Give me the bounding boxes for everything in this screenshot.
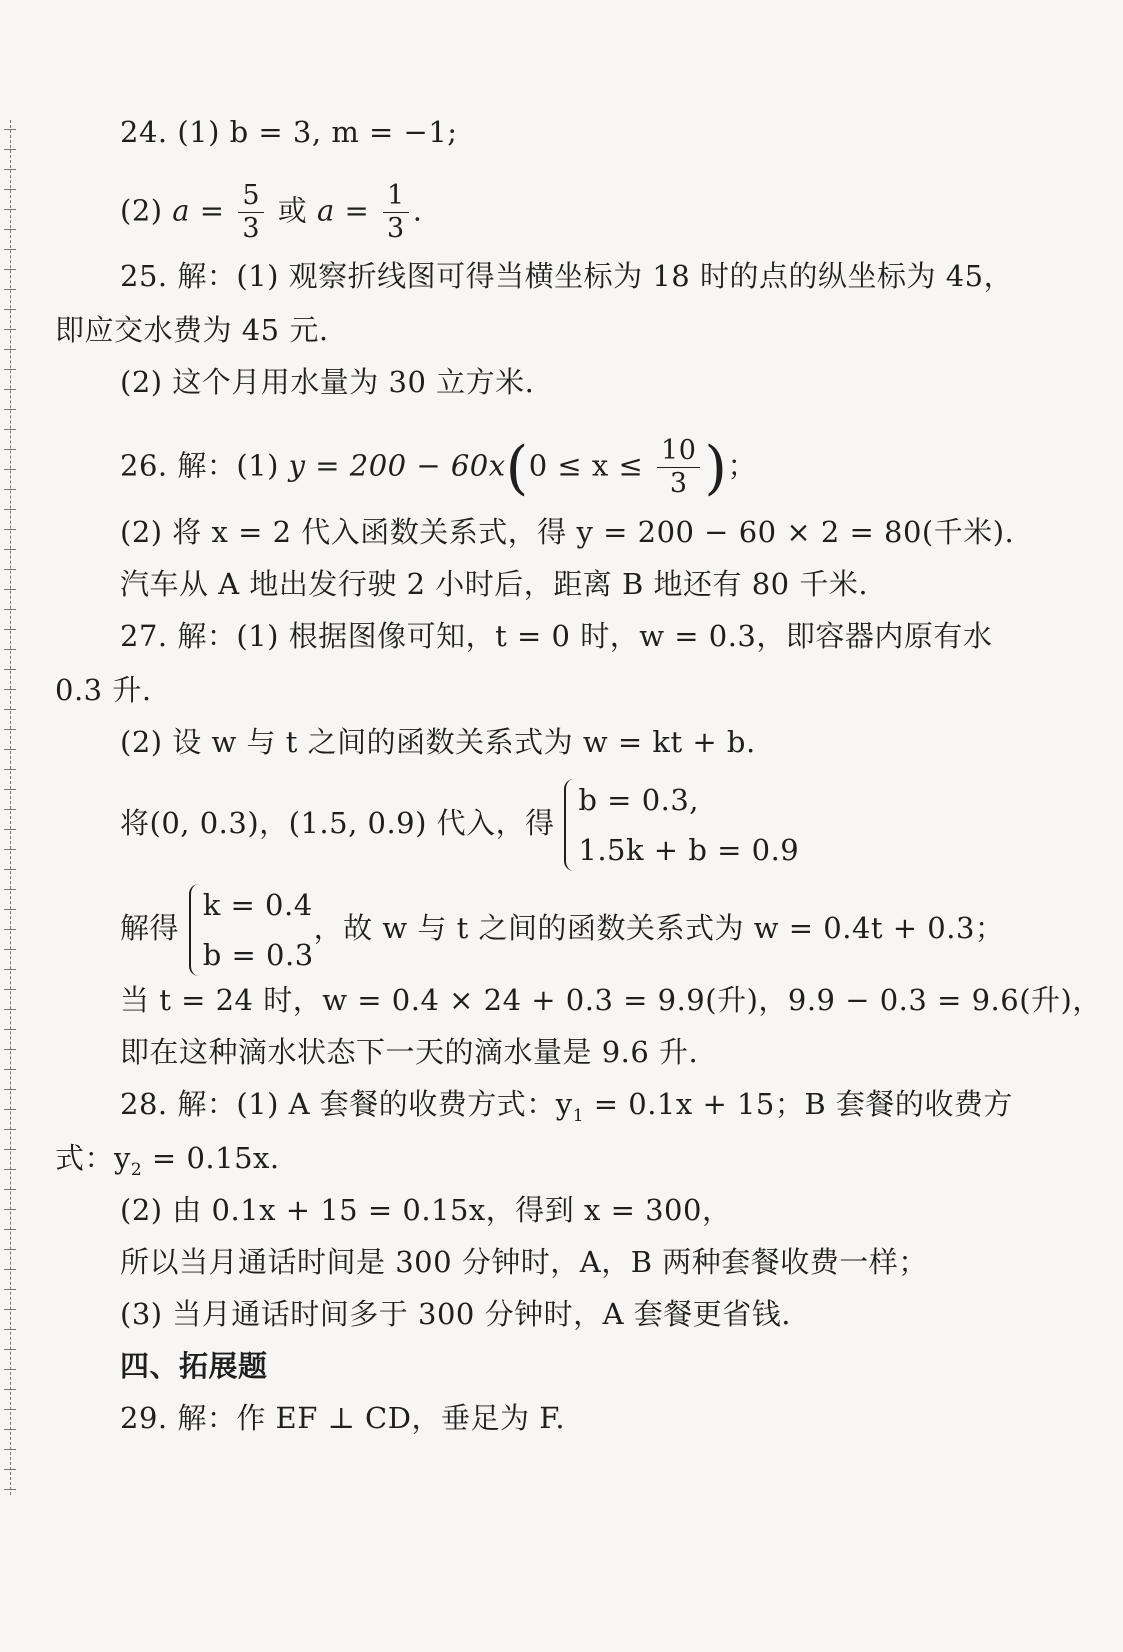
answer-25-part1-cont: 即应交水费为 45 元. bbox=[55, 313, 329, 347]
answer-26-part1: 26. 解：(1) y = 200 − 60x(0 ≤ x ≤ $\frac{10}{3}$ )； bbox=[120, 433, 758, 502]
section-heading-extension: 四、拓展题 bbox=[120, 1349, 268, 1383]
answer-28-part1: 28. 解：(1) A 套餐的收费方式：$y_1 = 0.1x + 15$；B 套餐的收费方 bbox=[120, 1087, 1013, 1126]
answer-24-part2: (2) a = $\frac{5}{3}$ 或 a = $\frac{1}{3}$ . bbox=[120, 180, 423, 244]
answer-27-part2: (2) 设 w 与 t 之间的函数关系式为 w = kt + b. bbox=[120, 725, 756, 759]
answer-26-conclusion: 汽车从 A 地出发行驶 2 小时后，距离 B 地还有 80 千米. bbox=[120, 567, 869, 601]
answer-26-part2: (2) 将 x = 2 代入函数关系式，得 y = 200 − 60 × 2 = 80(千米). bbox=[120, 515, 1015, 549]
answer-28-part1-cont: 式：$y_2 = 0.15x$. bbox=[55, 1141, 280, 1180]
answer-27-part1: 27. 解：(1) 根据图像可知，t = 0 时，w = 0.3，即容器内原有水 bbox=[120, 619, 993, 653]
binding-margin bbox=[10, 120, 23, 1495]
answer-24-part1: 24. (1) b = 3, m = −1; bbox=[120, 115, 458, 149]
answer-28-part2-conclusion: 所以当月通话时间是 300 分钟时，A，B 两种套餐收费一样； bbox=[120, 1245, 928, 1279]
fraction-one-third: $\frac{1}{3}$ bbox=[383, 180, 409, 245]
answer-28-part3: (3) 当月通话时间多于 300 分钟时，A 套餐更省钱. bbox=[120, 1297, 791, 1331]
equation-system-brace: b = 0.3, 1.5k + b = 0.9 bbox=[564, 775, 799, 875]
answer-25-part2: (2) 这个月用水量为 30 立方米. bbox=[120, 365, 535, 399]
answer-27-calc: 当 t = 24 时，w = 0.4 × 24 + 0.3 = 9.9(升)，9.9 − 0.3 = 9.6(升)， bbox=[120, 983, 1102, 1017]
answer-27-system-2: 解得 k = 0.4 b = 0.3 ，故 w 与 t 之间的函数关系式为 w = 0.4t + 0.3； bbox=[120, 880, 1004, 980]
answer-25-part1: 25. 解：(1) 观察折线图可得当横坐标为 18 时的点的纵坐标为 45， bbox=[120, 259, 1014, 293]
answer-27-conclusion: 即在这种滴水状态下一天的滴水量是 9.6 升. bbox=[120, 1035, 699, 1069]
answer-27-part1-cont: 0.3 升. bbox=[55, 673, 152, 707]
fraction-five-thirds: $\frac{5}{3}$ bbox=[238, 180, 264, 245]
answer-29: 29. 解：作 EF ⊥ CD，垂足为 F. bbox=[120, 1401, 566, 1435]
solution-system-brace: k = 0.4 b = 0.3 bbox=[189, 880, 314, 980]
document-page bbox=[55, 0, 1102, 1652]
answer-27-system-1: 将(0, 0.3)，(1.5, 0.9) 代入，得 b = 0.3, 1.5k + b = 0.9 bbox=[120, 775, 799, 875]
answer-28-part2: (2) 由 0.1x + 15 = 0.15x，得到 x = 300， bbox=[120, 1193, 732, 1227]
fraction-ten-thirds: $\frac{10}{3}$ bbox=[657, 435, 700, 500]
